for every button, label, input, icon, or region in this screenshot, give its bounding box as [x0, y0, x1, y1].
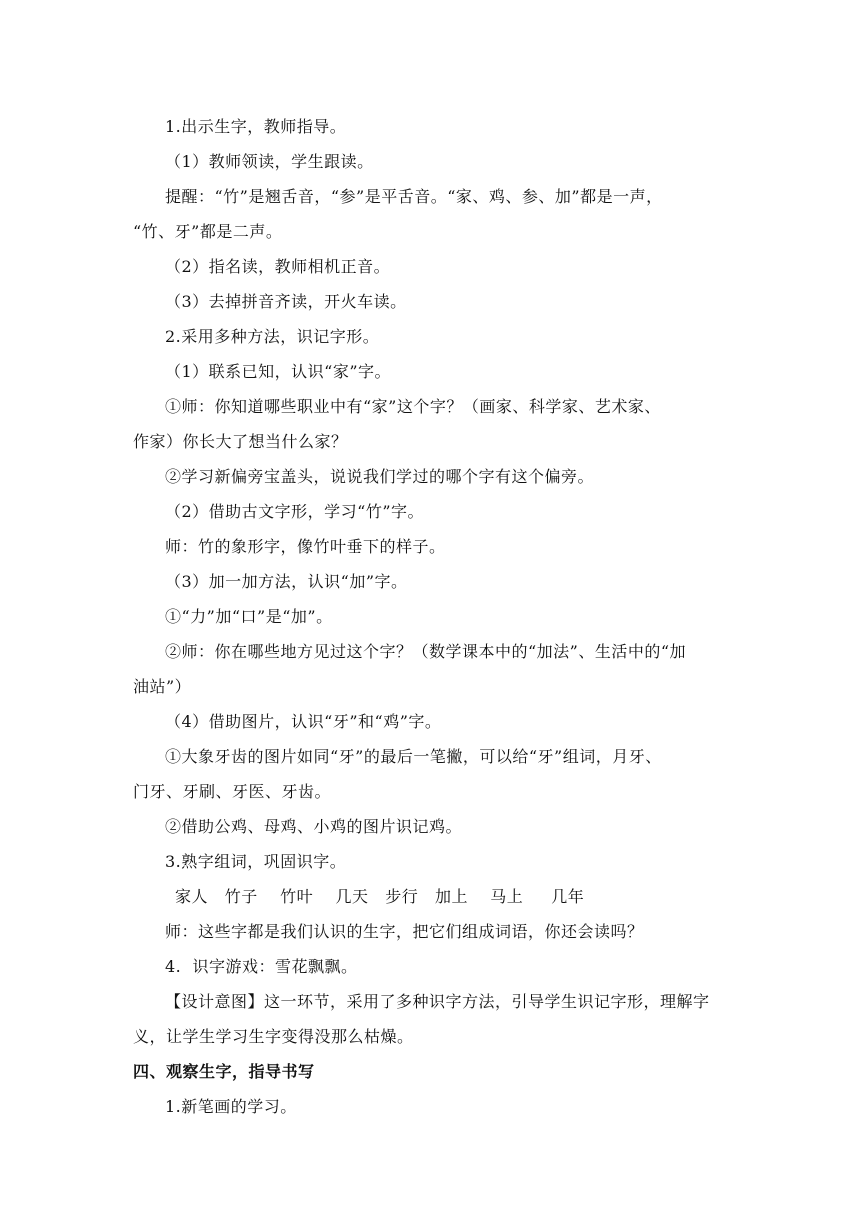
radical-line: ②学习新偏旁宝盖头，说说我们学过的哪个字有这个偏旁。: [165, 467, 595, 486]
step-3-heading: 3.熟字组词，巩固识字。: [165, 852, 347, 871]
step-1-heading: 1.出示生字，教师指导。: [165, 117, 347, 136]
zhu-line: 师：竹的象形字，像竹叶垂下的样子。: [165, 537, 446, 556]
jia-question-line-2: 作家）你长大了想当什么家？: [133, 432, 348, 451]
step-1-sub-3: （3）去掉拼音齐读，开火车读。: [165, 292, 407, 311]
section-four-heading: 四、观察生字，指导书写: [133, 1062, 315, 1081]
reminder-line-1: 提醒：“竹”是翘舌音，“参”是平舌音。“家、鸡、参、加”都是一声，: [165, 187, 663, 206]
word-list: 家人 竹子 竹叶 几天 步行 加上 马上 几年: [175, 887, 585, 906]
step-1-sub-1: （1）教师领读，学生跟读。: [165, 152, 374, 171]
reminder-line-2: “竹、牙”都是二声。: [133, 222, 283, 241]
li-kou-line: ①“力”加“口”是“加”。: [165, 607, 333, 626]
ya-line-2: 门牙、牙刷、牙医、牙齿。: [133, 782, 332, 801]
teacher-question: 师：这些字都是我们认识的生字，把它们组成词语，你还会读吗？: [165, 922, 644, 941]
ya-line-1: ①大象牙齿的图片如同“牙”的最后一笔撇，可以给“牙”组词，月牙、: [165, 747, 662, 766]
design-intent-line-2: 义，让学生学习生字变得没那么枯燥。: [133, 1027, 414, 1046]
jia-where-line-1: ②师：你在哪些地方见过这个字？（数学课本中的“加法”、生活中的“加: [165, 642, 687, 661]
step-2-heading: 2.采用多种方法，识记字形。: [165, 327, 380, 346]
step-2-sub-4: （4）借助图片，认识“牙”和“鸡”字。: [165, 712, 442, 731]
step-4-heading: 4. 识字游戏：雪花飘飘。: [165, 957, 358, 976]
step-2-sub-2: （2）借助古文字形，学习“竹”字。: [165, 502, 425, 521]
step-2-sub-3: （3）加一加方法，认识“加”字。: [165, 572, 408, 591]
design-intent-line-1: 【设计意图】这一环节，采用了多种识字方法，引导学生识记字形，理解字: [165, 992, 710, 1011]
ji-line: ②借助公鸡、母鸡、小鸡的图片识记鸡。: [165, 817, 463, 836]
jia-question-line-1: ①师：你知道哪些职业中有“家”这个字？（画家、科学家、艺术家、: [165, 397, 661, 416]
step-2-sub-1: （1）联系已知，认识“家”字。: [165, 362, 392, 381]
step-1-sub-2: （2）指名读，教师相机正音。: [165, 257, 391, 276]
jia-where-line-2: 油站”）: [133, 677, 192, 696]
new-stroke-line: 1.新笔画的学习。: [165, 1097, 297, 1116]
